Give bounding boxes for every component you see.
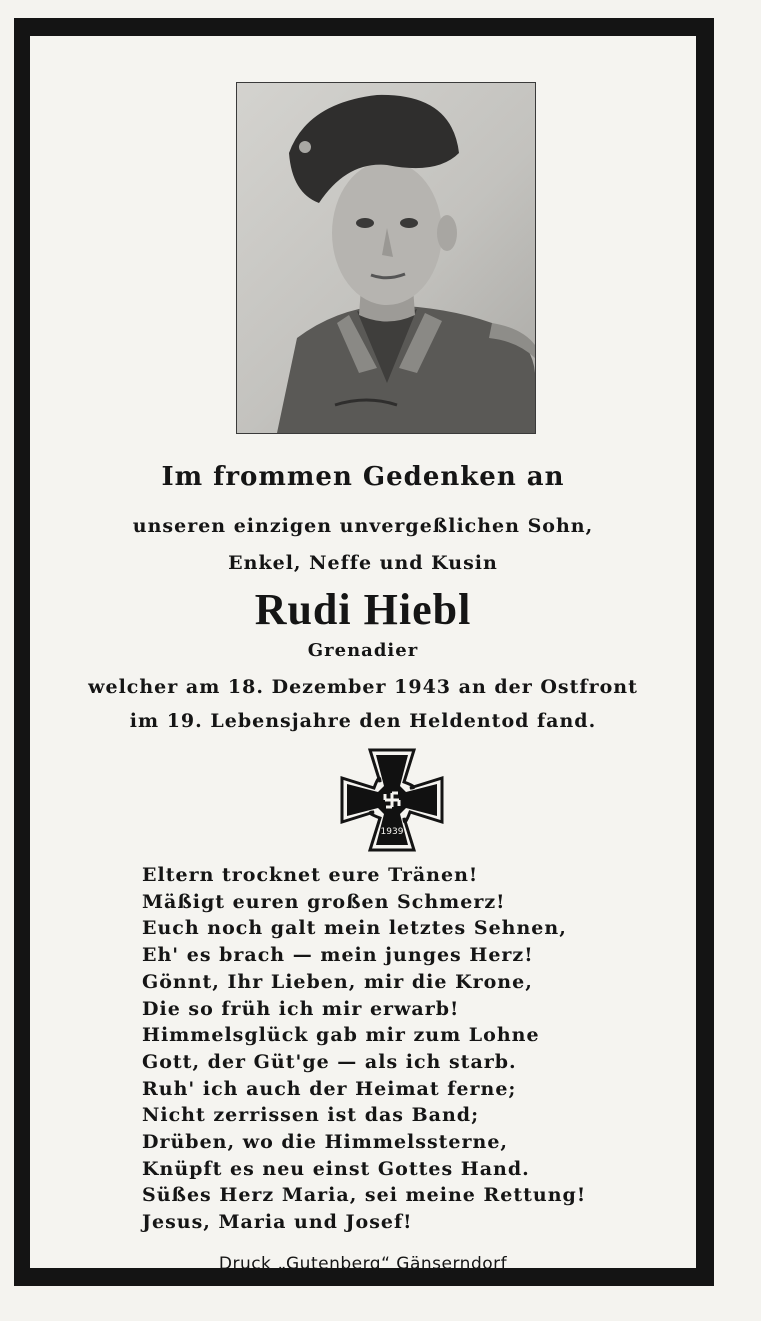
poem-line: Eltern trocknet eure Tränen! [142, 864, 479, 886]
poem-line: Jesus, Maria und Josef! [142, 1211, 413, 1234]
poem-line: Himmelsglück gab mir zum Lohne [142, 1024, 540, 1047]
poem-line: Süßes Herz Maria, sei meine Rettung! [142, 1184, 587, 1207]
poem-line: Mäßigt euren großen Schmerz! [142, 890, 506, 913]
poem-line: Nicht zerrissen ist das Band; [142, 1104, 480, 1127]
poem-line: Euch noch galt mein letztes Sehnen, [142, 917, 567, 940]
poem-line: Die so früh ich mir erwarb! [142, 997, 460, 1020]
poem-line: Ruh' ich auch der Heimat ferne; [142, 1077, 517, 1100]
poem-line: Eh' es brach — mein junges Herz! [142, 944, 534, 967]
cross-year-label: 1939 [380, 827, 404, 837]
iron-cross-icon [340, 748, 444, 852]
dedication-line-1: unseren einzigen unvergeßlichen Sohn, [132, 515, 594, 537]
poem-line: Gott, der Güt'ge — als ich starb. [142, 1050, 517, 1073]
deceased-name: Rudi Hiebl [254, 585, 472, 634]
military-rank: Grenadier [307, 640, 419, 661]
death-date-line: welcher am 18. Dezember 1943 an der Ostfront [88, 676, 638, 698]
memorial-heading: Im frommen Gedenken an [161, 462, 565, 492]
memorial-card [14, 18, 714, 1286]
poem-line: Knüpft es neu einst Gottes Hand. [142, 1157, 530, 1180]
portrait-photo [236, 82, 536, 434]
memorial-poem [142, 862, 586, 1236]
poem-line: Drüben, wo die Himmelssterne, [142, 1131, 509, 1154]
poem-line: Gönnt, Ihr Lieben, mir die Krone, [142, 970, 533, 993]
printer-imprint: Druck „Gutenberg“ Gänserndorf [218, 1254, 508, 1274]
dedication-line-2: Enkel, Neffe und Kusin [228, 552, 498, 574]
death-age-line: im 19. Lebensjahre den Heldentod fand. [129, 710, 597, 732]
